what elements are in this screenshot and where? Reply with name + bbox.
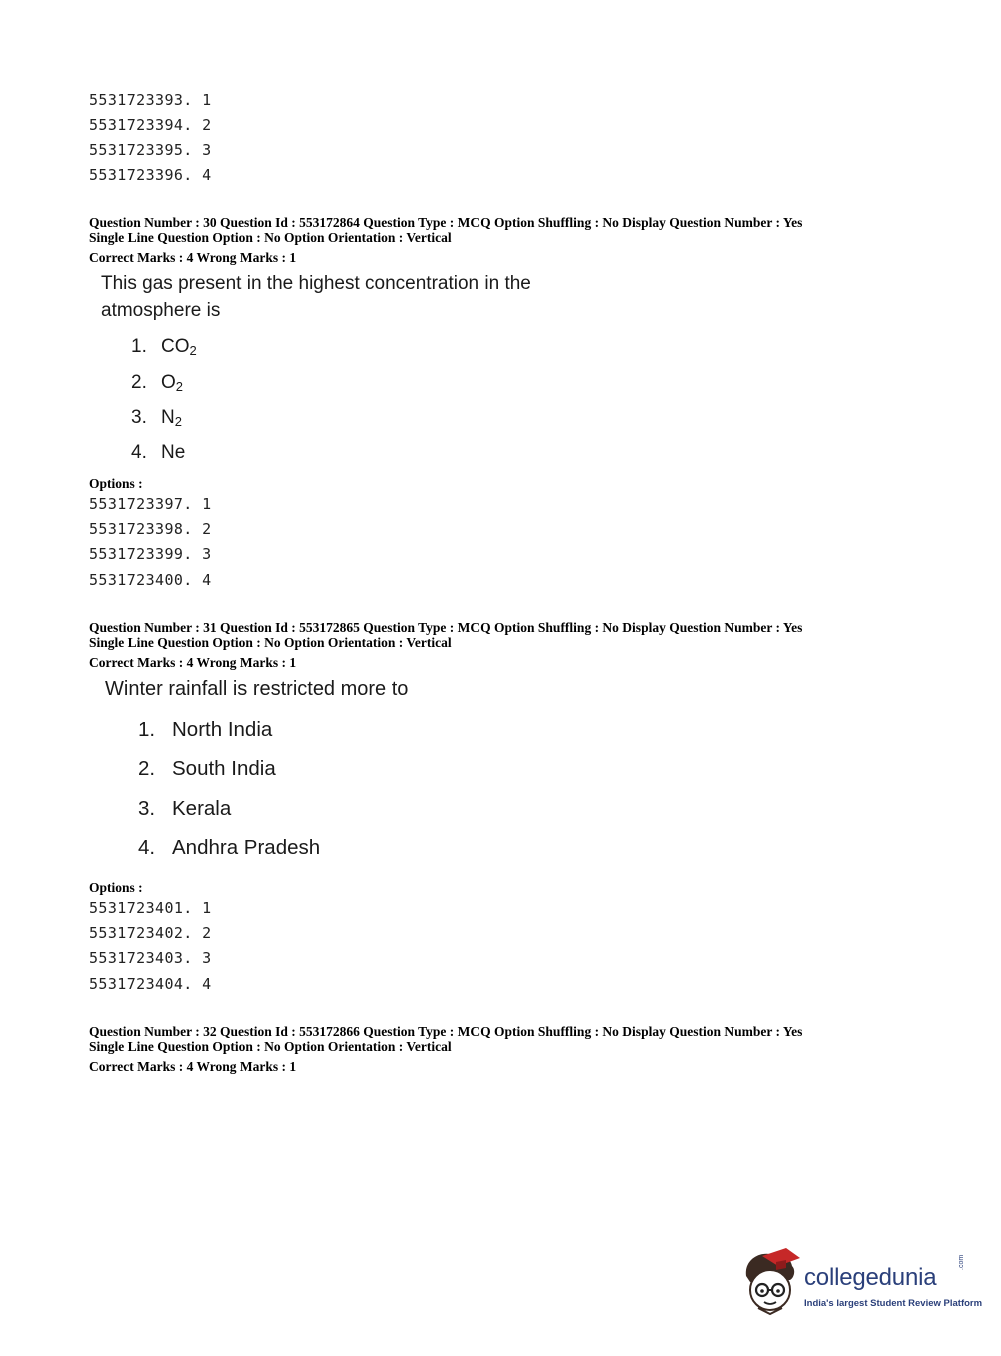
answer-choice: 3. Kerala <box>138 797 232 820</box>
option-id-line: 5531723402. 2 <box>89 924 212 942</box>
collegedunia-logo <box>740 1248 983 1320</box>
answer-choice: 4. Andhra Pradesh <box>138 836 321 859</box>
option-id-line: 5531723397. 1 <box>89 495 212 513</box>
option-id-line: 5531723400. 4 <box>89 571 212 589</box>
question-marks: Correct Marks : 4 Wrong Marks : 1 <box>89 250 297 265</box>
logo-suffix: .com <box>958 1254 965 1270</box>
logo-wordmark: collegedunia <box>804 1264 937 1291</box>
question-marks: Correct Marks : 4 Wrong Marks : 1 <box>89 1059 297 1074</box>
answer-choice: 2. $O_2$ <box>131 372 184 394</box>
question-marks: Correct Marks : 4 Wrong Marks : 1 <box>89 655 297 670</box>
option-id-line: 5531723399. 3 <box>89 545 212 563</box>
answer-choice: 4. Ne <box>131 442 186 463</box>
options-label: Options : <box>89 880 143 895</box>
question-text-line2: atmosphere is <box>101 300 221 321</box>
option-id-line: 5531723401. 1 <box>89 899 212 917</box>
answer-choice: 1. North India <box>138 718 273 741</box>
question-header-line2: Single Line Question Option : No Option Orientation : Vertical <box>89 1039 452 1054</box>
question-header-line2: Single Line Question Option : No Option Orientation : Vertical <box>89 230 452 245</box>
logo-tagline: India's largest Student Review Platform <box>804 1298 983 1309</box>
question-header: Question Number : 31 Question Id : 553172865 Question Type : MCQ Option Shuffling : No Display Question Number : Yes <box>89 620 803 635</box>
option-id-line: 5531723398. 2 <box>89 520 212 538</box>
option-id-line: 5531723395. 3 <box>89 141 212 159</box>
option-id-line: 5531723403. 3 <box>89 949 212 967</box>
answer-choice: 2. South India <box>138 757 276 780</box>
mascot-icon <box>740 1248 802 1316</box>
answer-choice: 3. $N_2$ <box>131 407 182 429</box>
question-header-line2: Single Line Question Option : No Option Orientation : Vertical <box>89 635 452 650</box>
option-id-line: 5531723396. 4 <box>89 166 212 184</box>
answer-choice: 1. $CO_2$ <box>131 336 197 358</box>
options-label: Options : <box>89 476 143 491</box>
option-id-line: 5531723393. 1 <box>89 91 212 109</box>
question-header: Question Number : 32 Question Id : 553172866 Question Type : MCQ Option Shuffling : No Display Question Number : Yes <box>89 1024 803 1039</box>
option-id-line: 5531723404. 4 <box>89 975 212 993</box>
option-id-line: 5531723394. 2 <box>89 116 212 134</box>
question-text: Winter rainfall is restricted more to <box>105 678 409 700</box>
question-header: Question Number : 30 Question Id : 553172864 Question Type : MCQ Option Shuffling : No Display Question Number : Yes <box>89 215 803 230</box>
question-text: This gas present in the highest concentration in the <box>101 273 531 294</box>
